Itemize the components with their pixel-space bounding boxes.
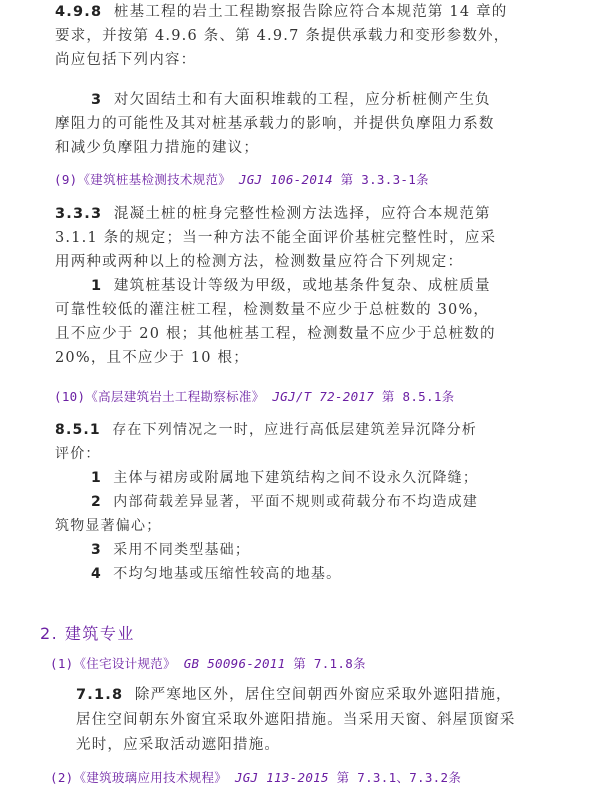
item-text: 可靠性较低的灌注桩工程，检测数量不应少于总桩数的 30%， [55, 302, 490, 318]
clause-text: 居住空间朝东外窗宜采取外遮阳措施。当采用天窗、斜屋顶窗采 [76, 712, 516, 728]
item-text: 筑物显著偏心； [55, 518, 162, 534]
item-text: 不均匀地基或压缩性较高的地基。 [113, 566, 342, 582]
clause-number: 8.5.1 [55, 422, 101, 438]
reference-title: (9)《建筑桩基检测技术规范》 [54, 172, 232, 187]
reference-clause: 第 8.5.1条 [381, 389, 455, 404]
section-heading: 2. 建筑专业 [40, 624, 135, 643]
item-text: 采用不同类型基础； [113, 542, 251, 558]
reference-code: JGJ 106-2014 [238, 172, 333, 187]
reference-title: (10)《高层建筑岩土工程勘察标准》 [54, 389, 265, 404]
clause-number: 7.1.8 [76, 687, 124, 703]
item-number: 1 [91, 278, 103, 294]
clause-text: 用两种或两种以上的检测方法，检测数量应符合下列规定： [55, 254, 464, 270]
item-number: 4 [91, 566, 102, 582]
reference-code: GB 50096-2011 [183, 656, 286, 671]
item-number: 3 [91, 542, 102, 558]
reference-2-2 [50, 769, 461, 787]
reference-title: (2)《建筑玻璃应用技术规程》 [50, 770, 228, 785]
clause-3-3-3 [55, 202, 496, 370]
reference-clause: 第 7.3.1、7.3.2条 [336, 770, 462, 785]
clause-text: 除严寒地区外，居住空间朝西外窗应采取外遮阳措施， [134, 687, 512, 703]
clause-8-5-1 [55, 418, 478, 586]
item-number: 3 [91, 92, 103, 108]
clause-text: 3.1.1 条的规定；当一种方法不能全面评价基桩完整性时，应采 [55, 230, 497, 246]
clause-7-1-8 [76, 683, 516, 758]
item-text: 建筑桩基设计等级为甲级，或地基条件复杂、成桩质量 [113, 278, 491, 294]
clause-text: 存在下列情况之一时，应进行高低层建筑差异沉降分析 [112, 422, 477, 438]
item-text: 摩阻力的可能性及其对桩基承载力的影响，并提供负摩阻力系数 [55, 116, 495, 132]
item-number: 1 [91, 470, 102, 486]
reference-10 [54, 388, 454, 406]
reference-clause: 第 3.3.3-1条 [340, 172, 429, 187]
reference-clause: 第 7.1.8条 [293, 656, 366, 671]
clause-number: 4.9.8 [55, 4, 103, 20]
reference-title: (1)《住宅设计规范》 [50, 656, 176, 671]
clause-text: 评价： [55, 446, 101, 462]
item-text: 且不应少于 20 根；其他桩基工程，检测数量不应少于总桩数的 [55, 326, 496, 342]
item-text: 和减少负摩阻力措施的建议； [55, 140, 260, 156]
clause-text: 要求，并按第 4.9.6 条、第 4.9.7 条提供承载力和变形参数外， [55, 28, 510, 44]
reference-2-1 [50, 655, 366, 673]
clause-4-9-8-item-3 [55, 88, 495, 160]
clause-text: 桩基工程的岩土工程勘察报告除应符合本规范第 14 章的 [113, 4, 508, 20]
item-text: 内部荷载差异显著，平面不规则或荷载分布不均造成建 [113, 494, 479, 510]
reference-code: JGJ/T 72-2017 [272, 389, 375, 404]
item-text: 20%，且不应少于 10 根； [55, 350, 249, 366]
clause-text: 混凝土桩的桩身完整性检测方法选择，应符合本规范第 [113, 206, 491, 222]
item-number: 2 [91, 494, 102, 510]
clause-text: 尚应包括下列内容： [55, 52, 197, 68]
reference-code: JGJ 113-2015 [234, 770, 329, 785]
item-text: 对欠固结土和有大面积堆载的工程，应分析桩侧产生负 [113, 92, 491, 108]
clause-4-9-8 [55, 0, 509, 72]
item-text: 主体与裙房或附属地下建筑结构之间不设永久沉降缝； [113, 470, 479, 486]
reference-9 [54, 171, 429, 189]
clause-text: 光时，应采取活动遮阳措施。 [76, 737, 281, 753]
clause-number: 3.3.3 [55, 206, 103, 222]
